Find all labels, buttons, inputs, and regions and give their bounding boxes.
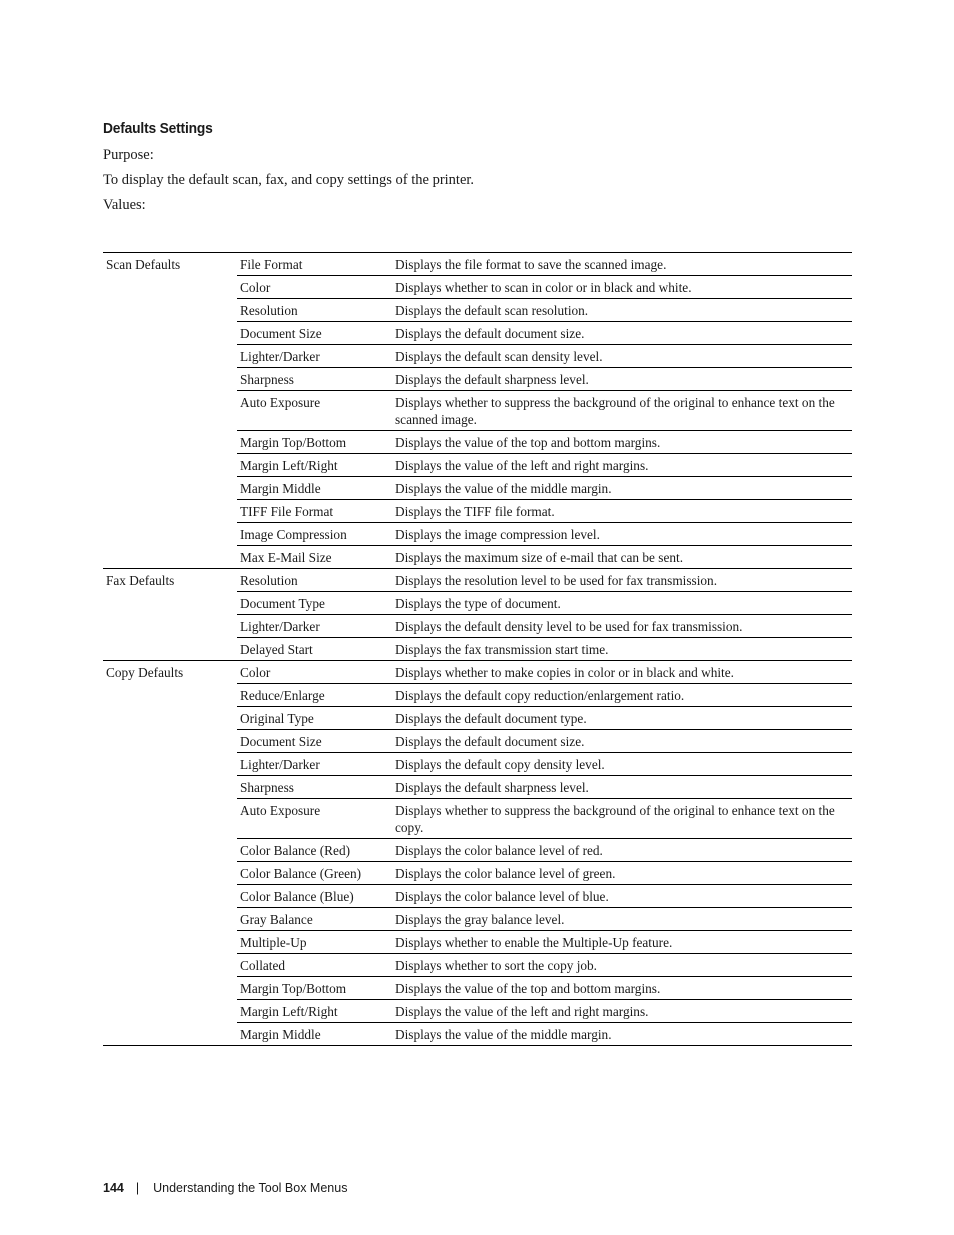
setting-description-cell: Displays the value of the top and bottom margins. <box>392 431 852 454</box>
group-cell <box>103 684 237 707</box>
setting-name-cell: Lighter/Darker <box>237 753 392 776</box>
group-cell <box>103 1023 237 1046</box>
setting-name-cell: TIFF File Format <box>237 500 392 523</box>
table-row <box>103 454 852 477</box>
setting-name-cell: Margin Middle <box>237 1023 392 1046</box>
setting-name-cell: Lighter/Darker <box>237 345 392 368</box>
setting-description-cell: Displays the value of the left and right margins. <box>392 454 852 477</box>
setting-name-cell: Document Size <box>237 730 392 753</box>
table-row <box>103 885 852 908</box>
setting-name-cell: Color <box>237 661 392 684</box>
setting-name-cell: Max E-Mail Size <box>237 546 392 569</box>
setting-description-cell: Displays the image compression level. <box>392 523 852 546</box>
table-row <box>103 523 852 546</box>
group-cell <box>103 753 237 776</box>
setting-name-cell: Image Compression <box>237 523 392 546</box>
purpose-label: Purpose: <box>103 147 154 163</box>
setting-name-cell: Auto Exposure <box>237 799 392 839</box>
table-row <box>103 839 852 862</box>
group-cell <box>103 615 237 638</box>
setting-description-cell: Displays the default sharpness level. <box>392 368 852 391</box>
table-row <box>103 322 852 345</box>
footer-separator: | <box>135 1181 140 1195</box>
table-row <box>103 592 852 615</box>
setting-name-cell: Margin Top/Bottom <box>237 977 392 1000</box>
table-row <box>103 500 852 523</box>
setting-description-cell: Displays the default copy reduction/enlargement ratio. <box>392 684 852 707</box>
setting-description-cell: Displays the TIFF file format. <box>392 500 852 523</box>
setting-name-cell: Gray Balance <box>237 908 392 931</box>
table-row <box>103 707 852 730</box>
group-cell <box>103 707 237 730</box>
setting-description-cell: Displays whether to scan in color or in black and white. <box>392 276 852 299</box>
group-cell <box>103 1000 237 1023</box>
group-cell <box>103 931 237 954</box>
table-row <box>103 954 852 977</box>
setting-description-cell: Displays the default copy density level. <box>392 753 852 776</box>
table-row <box>103 1023 852 1046</box>
group-cell <box>103 592 237 615</box>
setting-description-cell: Displays the value of the middle margin. <box>392 477 852 500</box>
group-cell <box>103 839 237 862</box>
table-row <box>103 345 852 368</box>
setting-description-cell: Displays the color balance level of red. <box>392 839 852 862</box>
setting-name-cell: Auto Exposure <box>237 391 392 431</box>
setting-name-cell: Document Type <box>237 592 392 615</box>
table-row <box>103 253 852 276</box>
setting-description-cell: Displays whether to suppress the background of the original to enhance text on the scanned image. <box>392 391 852 431</box>
group-cell <box>103 523 237 546</box>
group-cell <box>103 546 237 569</box>
table-row <box>103 569 852 592</box>
setting-description-cell: Displays the color balance level of blue. <box>392 885 852 908</box>
setting-name-cell: Multiple-Up <box>237 931 392 954</box>
setting-description-cell: Displays the color balance level of green. <box>392 862 852 885</box>
setting-name-cell: Sharpness <box>237 368 392 391</box>
group-cell <box>103 638 237 661</box>
setting-description-cell: Displays the default sharpness level. <box>392 776 852 799</box>
setting-name-cell: Margin Left/Right <box>237 454 392 477</box>
purpose-text: To display the default scan, fax, and copy settings of the printer. <box>103 172 475 188</box>
group-cell <box>103 730 237 753</box>
table-row <box>103 368 852 391</box>
table-row <box>103 799 852 839</box>
group-cell: Fax Defaults <box>103 569 237 592</box>
group-cell <box>103 368 237 391</box>
table-row <box>103 661 852 684</box>
group-cell <box>103 862 237 885</box>
defaults-table <box>103 252 852 1046</box>
setting-description-cell: Displays whether to make copies in color or in black and white. <box>392 661 852 684</box>
table-row <box>103 477 852 500</box>
table-row <box>103 753 852 776</box>
group-cell <box>103 776 237 799</box>
table-row <box>103 730 852 753</box>
group-cell <box>103 299 237 322</box>
setting-name-cell: Color Balance (Red) <box>237 839 392 862</box>
group-cell <box>103 799 237 839</box>
group-cell: Copy Defaults <box>103 661 237 684</box>
setting-description-cell: Displays the default scan density level. <box>392 345 852 368</box>
table-row <box>103 638 852 661</box>
table-row <box>103 431 852 454</box>
group-cell <box>103 431 237 454</box>
setting-name-cell: Original Type <box>237 707 392 730</box>
group-cell <box>103 276 237 299</box>
table-row <box>103 931 852 954</box>
page-number: 144 <box>103 1181 124 1195</box>
setting-name-cell: Collated <box>237 954 392 977</box>
section-heading: Defaults Settings <box>103 120 213 137</box>
setting-name-cell: Margin Middle <box>237 477 392 500</box>
group-cell <box>103 391 237 431</box>
setting-description-cell: Displays the type of document. <box>392 592 852 615</box>
setting-description-cell: Displays the value of the top and bottom margins. <box>392 977 852 1000</box>
table-row <box>103 862 852 885</box>
group-cell <box>103 885 237 908</box>
table-row <box>103 299 852 322</box>
defaults-table-body <box>103 253 852 1046</box>
group-cell <box>103 345 237 368</box>
footer-section-title: Understanding the Tool Box Menus <box>153 1181 348 1195</box>
group-cell <box>103 954 237 977</box>
table-row <box>103 276 852 299</box>
values-label: Values: <box>103 197 146 213</box>
setting-description-cell: Displays the default document size. <box>392 730 852 753</box>
setting-description-cell: Displays the default scan resolution. <box>392 299 852 322</box>
setting-name-cell: Resolution <box>237 299 392 322</box>
table-row <box>103 684 852 707</box>
table-row <box>103 546 852 569</box>
group-cell <box>103 454 237 477</box>
setting-description-cell: Displays whether to sort the copy job. <box>392 954 852 977</box>
setting-description-cell: Displays the default document type. <box>392 707 852 730</box>
table-row <box>103 977 852 1000</box>
group-cell <box>103 977 237 1000</box>
table-row <box>103 776 852 799</box>
setting-name-cell: Delayed Start <box>237 638 392 661</box>
setting-name-cell: Color <box>237 276 392 299</box>
setting-description-cell: Displays whether to suppress the background of the original to enhance text on the copy. <box>392 799 852 839</box>
setting-description-cell: Displays whether to enable the Multiple-Up feature. <box>392 931 852 954</box>
table-row <box>103 391 852 431</box>
setting-description-cell: Displays the fax transmission start time. <box>392 638 852 661</box>
setting-description-cell: Displays the default document size. <box>392 322 852 345</box>
table-row <box>103 1000 852 1023</box>
setting-description-cell: Displays the file format to save the scanned image. <box>395 257 667 272</box>
table-row <box>103 908 852 931</box>
setting-name-cell: Lighter/Darker <box>237 615 392 638</box>
setting-name-cell: Margin Left/Right <box>237 1000 392 1023</box>
setting-description-cell: Displays the resolution level to be used for fax transmission. <box>392 569 852 592</box>
group-cell: Scan Defaults <box>106 257 181 272</box>
setting-name-cell: Reduce/Enlarge <box>237 684 392 707</box>
group-cell <box>103 322 237 345</box>
setting-name-cell: Document Size <box>237 322 392 345</box>
setting-name-cell: Resolution <box>237 569 392 592</box>
setting-name-cell: Sharpness <box>237 776 392 799</box>
setting-name-cell: File Format <box>240 257 303 272</box>
setting-description-cell: Displays the default density level to be used for fax transmission. <box>392 615 852 638</box>
group-cell <box>103 500 237 523</box>
setting-name-cell: Color Balance (Blue) <box>237 885 392 908</box>
setting-description-cell: Displays the gray balance level. <box>392 908 852 931</box>
group-cell <box>103 477 237 500</box>
page-footer <box>103 1181 347 1195</box>
setting-description-cell: Displays the maximum size of e-mail that can be sent. <box>392 546 852 569</box>
group-cell <box>103 908 237 931</box>
setting-description-cell: Displays the value of the middle margin. <box>392 1023 852 1046</box>
setting-description-cell: Displays the value of the left and right margins. <box>392 1000 852 1023</box>
setting-name-cell: Margin Top/Bottom <box>237 431 392 454</box>
table-row <box>103 615 852 638</box>
setting-name-cell: Color Balance (Green) <box>237 862 392 885</box>
